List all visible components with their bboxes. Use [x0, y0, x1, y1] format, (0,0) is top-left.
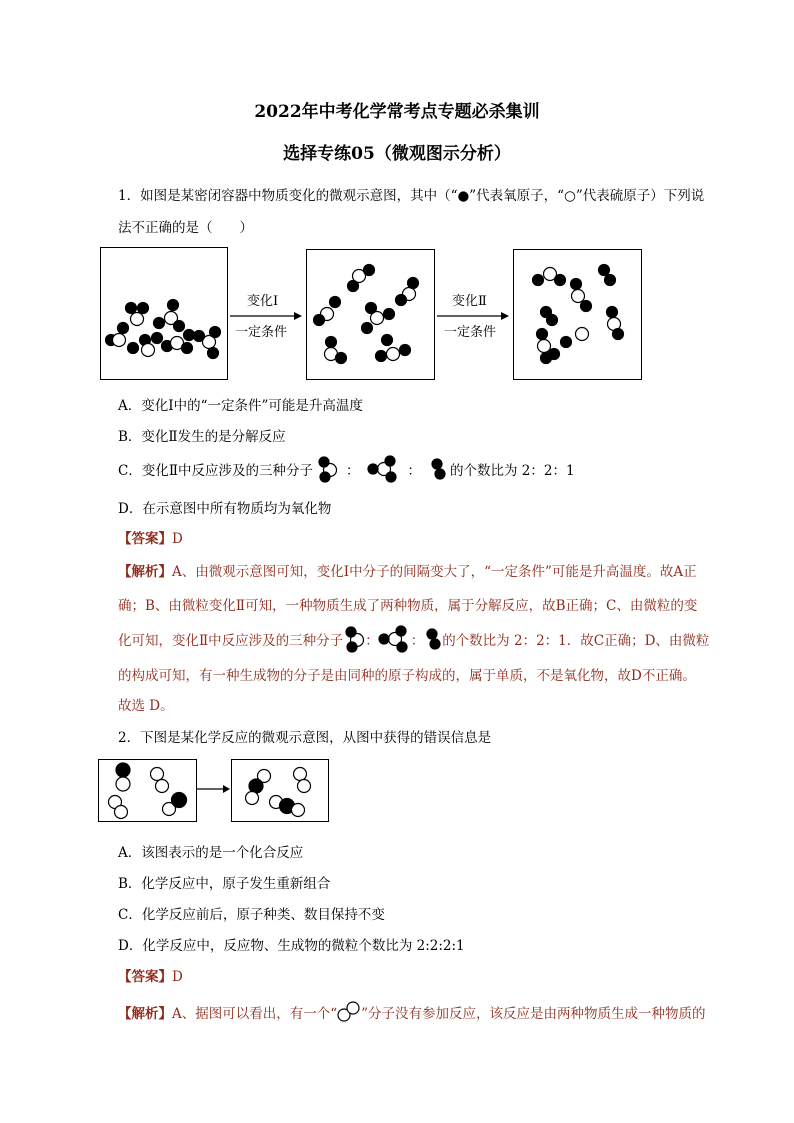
page-subtitle: 选择专练05（微观图示分析） [283, 144, 511, 164]
q2-answer [118, 965, 183, 985]
q2-analysis-line1-prefix: A、据图可以看出，有一个“ [172, 1006, 338, 1022]
q1-arrow2-bottom-label: 一定条件 [444, 325, 497, 340]
q1-analysis-line4: 的构成可知，有一种生成物的分子是由同种的原子构成的，属于单质，不是氧化物，故D不正确。 [118, 668, 696, 684]
q2-stem: 2．下图是某化学反应的微观示意图，从图中获得的错误信息是 [118, 730, 492, 746]
q1-analysis-line3-prefix: 化可知，变化Ⅱ中反应涉及的三种分子 [118, 633, 344, 649]
q1-arrow1-bottom-label: 一定条件 [235, 325, 288, 340]
q1-answer-value: D [172, 531, 183, 547]
q1-option-c [118, 456, 575, 482]
q2-before-molecules [99, 760, 196, 821]
q2-after-molecules [232, 760, 328, 821]
q1-stem-line1: 1．如图是某密闭容器中物质变化的微观示意图，其中（“●”代表氧原子，“○”代表硫原子）下列说 [118, 188, 705, 204]
so3-molecule-icon [368, 456, 400, 482]
q2-answer-value: D [172, 969, 183, 985]
o2-molecule-icon [424, 626, 442, 652]
q1-option-d: D．在示意图中所有物质均为氧化物 [118, 501, 332, 517]
h2-molecule-icon [337, 1000, 361, 1024]
q2-analysis-line1-suffix: ”分子没有参加反应，该反应是由两种物质生成一种物质的 [361, 1006, 706, 1022]
q1-analysis-line5: 故选 D。 [118, 698, 174, 714]
q1-analysis-line2: 确；B、由微粒变化Ⅱ可知，一种物质生成了两种物质，属于分解反应，故B正确；C、由微粒的变 [118, 598, 698, 614]
q1-answer-tag: 【答案】 [118, 531, 172, 547]
q1-option-b: B．变化Ⅱ发生的是分解反应 [118, 429, 286, 445]
q2-option-d: D．化学反应中，反应物、生成物的微粒个数比为 2:2:2:1 [118, 938, 465, 954]
page-title: 2022年中考化学常考点专题必杀集训 [254, 102, 540, 122]
q1-option-c-prefix: C．变化Ⅱ中反应涉及的三种分子 [118, 463, 314, 479]
q1-option-c-sep2: ： [407, 463, 422, 479]
so2-molecule-icon [343, 626, 365, 652]
q1-initial-molecules [101, 248, 227, 379]
q1-analysis-line1 [118, 560, 697, 580]
o2-molecule-icon [429, 456, 447, 482]
q1-option-c-sep1: ： [346, 463, 360, 479]
q1-arrow-1 [230, 311, 302, 321]
q1-box-final [513, 249, 642, 380]
q1-middle-molecules [307, 250, 434, 379]
q1-option-a: A．变化Ⅰ中的“一定条件”可能是升高温度 [118, 398, 363, 414]
q1-final-molecules [514, 250, 641, 379]
so2-molecule-icon [316, 456, 338, 482]
q1-answer [118, 527, 183, 547]
q2-arrow [197, 784, 231, 794]
q1-arrow1-top-label: 变化Ⅰ [247, 294, 279, 309]
so3-molecule-icon [379, 626, 411, 652]
q1-analysis-tag: 【解析】 [118, 564, 172, 580]
q1-arrow-2 [437, 311, 509, 321]
q2-option-b: B．化学反应中，原子发生重新组合 [118, 876, 331, 892]
q1-analysis-text1: A、由微观示意图可知，变化Ⅰ中分子的间隔变大了，“一定条件”可能是升高温度。故A正 [172, 564, 697, 580]
q1-stem-line2: 法不正确的是（ ） [118, 220, 253, 236]
q1-analysis-line3-suffix: 的个数比为 2：2：1．故C正确；D、由微粒 [442, 633, 710, 649]
q1-analysis-line3 [118, 626, 709, 652]
q2-answer-tag: 【答案】 [118, 969, 172, 985]
q1-option-c-suffix: 的个数比为 2：2：1 [450, 463, 575, 479]
q2-analysis-tag: 【解析】 [118, 1006, 172, 1022]
q2-box-before [98, 759, 197, 822]
q1-analysis-sep2: ： [410, 633, 425, 649]
q2-option-a: A．该图表示的是一个化合反应 [118, 845, 304, 861]
q1-box-initial [100, 247, 228, 380]
q1-arrow2-top-label: 变化Ⅱ [452, 294, 487, 309]
q2-box-after [231, 759, 329, 822]
q2-option-c: C．化学反应前后，原子种类、数目保持不变 [118, 907, 385, 923]
q2-analysis-line1 [118, 1000, 706, 1024]
q1-box-middle [306, 249, 435, 380]
q1-analysis-sep1: ： [365, 633, 379, 649]
